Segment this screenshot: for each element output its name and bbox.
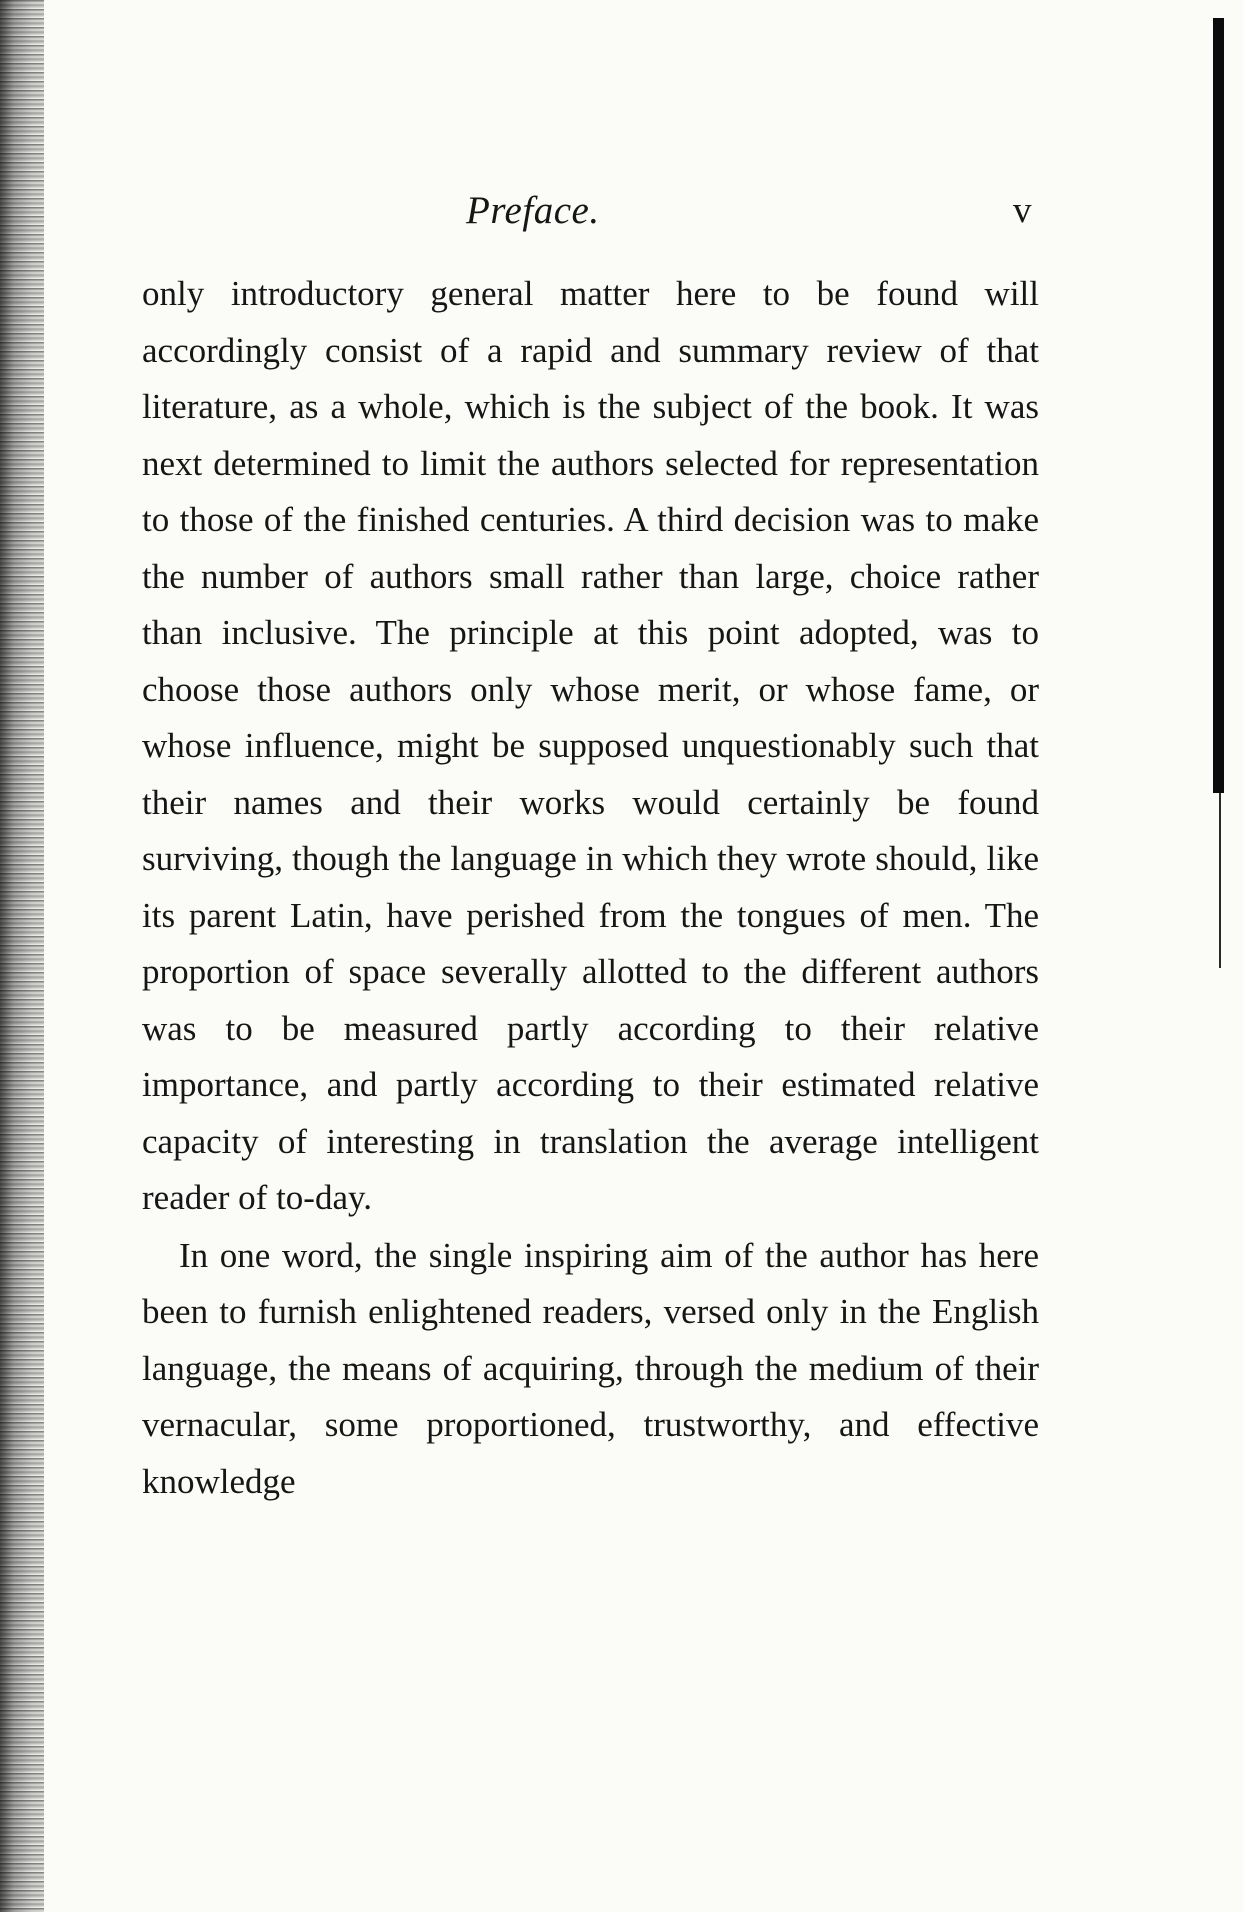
page-header bbox=[0, 186, 1243, 236]
page-binding-edge bbox=[0, 0, 44, 1912]
running-head: Preface. bbox=[466, 189, 600, 232]
scan-edge-thin-rule bbox=[1219, 793, 1221, 968]
body-text bbox=[142, 266, 1039, 1510]
paragraph-1: only introductory general matter here to be found will accordingly consist of a rapid and summary review of that literature, as a whole, which is the subject of the book. It was next determined to limit the authors selected for representation to those of the finished centuries. A third decision was to make the number of authors small rather than large, choice rather than inclusive. The principle at this point adopted, was to choose those authors only whose merit, or whose fame, or whose influence, might be supposed unquestionably such that their names and their works would certainly be found surviving, though the language in which they wrote should, like its parent Latin, have perished from the tongues of men. The proportion of space severally allotted to the different authors was to be measured partly according to their relative importance, and partly according to their estimated relative capacity of interesting in translation the average intelligent reader of to-day. bbox=[142, 274, 1039, 1217]
scan-edge-rule bbox=[1213, 18, 1224, 793]
paragraph-2: In one word, the single inspiring aim of the author has here been to furnish enlightened readers, versed only in the English language, the means of acquiring, through the medium of their vernacular, some proportioned, trustworthy, and effective knowledge bbox=[142, 1235, 1039, 1501]
page-number: v bbox=[1013, 190, 1032, 231]
